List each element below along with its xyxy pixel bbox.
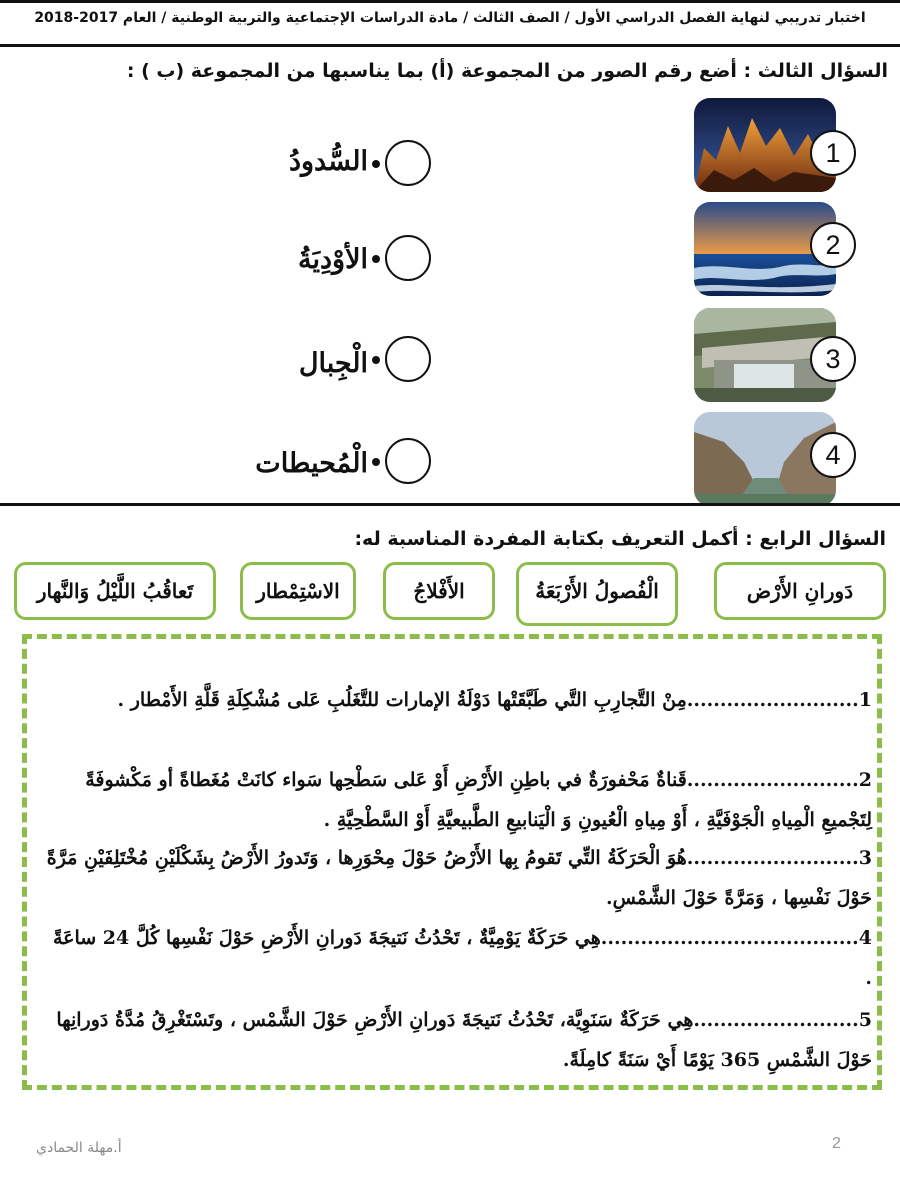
- section-divider: [0, 503, 900, 506]
- definition-item-4: 4.......................................هِي حَرَكَةٌ يَوْمِيَّةٌ ، تَحْدُثُ نَتيجَةَ دَورانِ الأَرْضِ حَوْلَ نَفْسِها كُلَّ 24 ساعَةً .: [52, 927, 872, 989]
- page-number: 2: [832, 1135, 841, 1152]
- answer-circle-3[interactable]: [385, 336, 431, 382]
- answer-label-1: السُّدودُ: [288, 146, 368, 177]
- image-number-4: 4: [810, 432, 856, 478]
- bullet-dot: [372, 160, 380, 168]
- definition-item-2: 2..........................قَناةٌ مَحْفورَةٌ في باطِنِ الأَرْضِ أَوْ عَلى سَطْحِها سَواء كانَتْ مُغَطاةً أو مَكْشوفَةً لِتَجْميعِ الْمِياهِ الْجَوْفَيَّةِ ، أَوْ مِياهِ الْعُيونِ وَ الْيَنابيعِ الطَّبيعيَّةِ أَوْ السَّطْحِيَّةِ .: [85, 769, 872, 831]
- answer-label-2: الأوْدِيَةُ: [298, 244, 368, 275]
- image-number-2: 2: [810, 222, 856, 268]
- definition-item-1: 1..........................مِنْ التَّجارِبِ التَّي طَبَّقَتْها دَوْلَةُ الإمارات للتَّغَلُبِ عَلى مُشْكِلَةِ قَلَّةِ الأَمْطار .: [117, 689, 872, 711]
- definition-item-3: 3..........................هُوَ الْحَرَكَةُ التِّي تَقومُ بِها الأَرْضُ حَوْلَ مِحْوَرِها ، وَتَدورُ الأَرْضُ بِشَكْلَيْنِ مُخْتَلِفَيْنِ مَرَّةً حَوْلَ نَفْسِها ، وَمَرَّةً حَوْلَ الشَّمْسِ.: [46, 847, 872, 909]
- word-bank-item: تَعاقُبُ اللَّيْلُ وَالنَّهار: [14, 562, 216, 620]
- answer-label-4: الْمُحيطات: [255, 448, 368, 479]
- word-bank-item: الاسْتِمْطار: [240, 562, 356, 620]
- image-number-3: 3: [810, 336, 856, 382]
- answer-circle-1[interactable]: [385, 140, 431, 186]
- author-name: أ.مهلة الحمادي: [36, 1140, 122, 1156]
- answer-circle-2[interactable]: [385, 235, 431, 281]
- word-bank-item: الأَفْلاجُ: [383, 562, 495, 620]
- question4-title: السؤال الرابع : أكمل التعريف بكتابة المفردة المناسبة له:: [354, 528, 886, 550]
- header-divider: [0, 44, 900, 47]
- image-number-1: 1: [810, 130, 856, 176]
- question3-title: السؤال الثالث : أضع رقم الصور من المجموعة (أ) بما يناسبها من المجموعة (ب ) :: [126, 60, 888, 82]
- answer-circle-4[interactable]: [385, 438, 431, 484]
- bullet-dot: [372, 356, 380, 364]
- bullet-dot: [372, 458, 380, 466]
- bullet-dot: [372, 255, 380, 263]
- exam-header: اختبار تدريبي لنهاية الفصل الدراسي الأول / الصف الثالث / مادة الدراسات الإجتماعية والتربية الوطنية / العام 2017-2018: [34, 10, 866, 26]
- word-bank-item: دَورانِ الأَرْض: [714, 562, 886, 620]
- answer-label-3: الْجِبال: [298, 348, 368, 379]
- word-bank-item: الْفُصولُ الأَرْبَعَةُ: [516, 562, 678, 626]
- definition-item-5: 5.........................هِي حَرَكَةٌ سَنَوِيَّة، تَحْدُثُ نَتيجَةَ دَورانِ الأَرْضِ حَوْلَ الشَّمْس ، وتَسْتَغْرِقُ مُدَّةُ دَورانِها حَوْلَ الشَّمْسِ 365 يَوْمًا أَيْ سَنَةً كامِلَةً.: [56, 1009, 872, 1071]
